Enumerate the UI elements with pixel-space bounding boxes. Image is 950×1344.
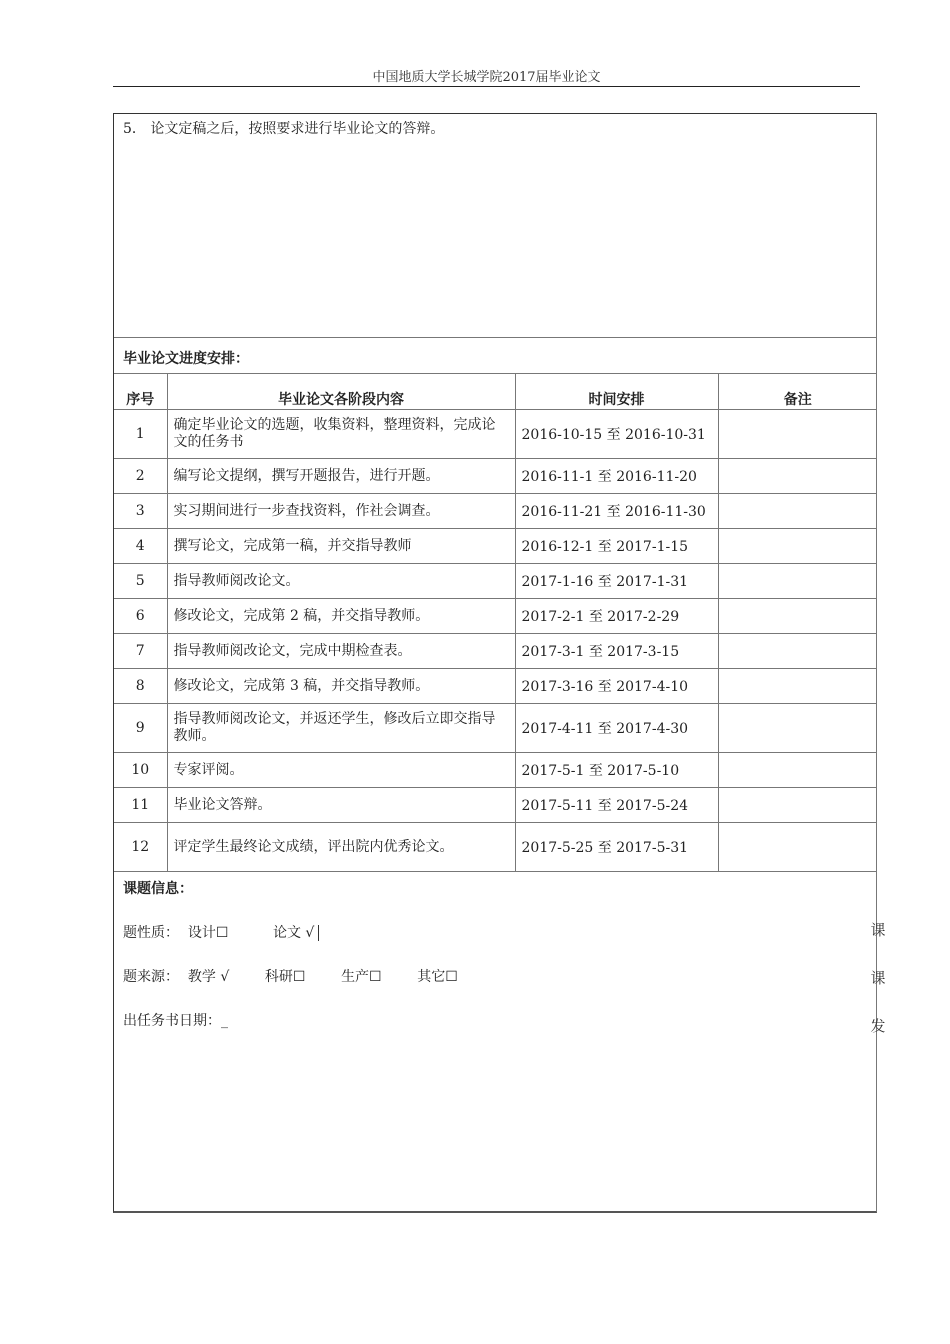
row-content: 毕业论文答辩。	[167, 788, 515, 823]
row-time: 2017-5-11 至 2017-5-24	[515, 788, 718, 823]
row-time: 2017-4-11 至 2017-4-30	[515, 704, 718, 753]
row-time: 2017-3-16 至 2017-4-10	[515, 669, 718, 704]
row-note	[718, 634, 877, 669]
row-content: 评定学生最终论文成绩，评出院内优秀论文。	[167, 823, 515, 872]
row-content: 修改论文，完成第 2 稿，并交指导教师。	[167, 599, 515, 634]
col-header-index: 序号	[114, 374, 167, 410]
table-row	[114, 823, 877, 872]
topic-source-label: 题来源：	[123, 969, 179, 985]
source-option-other[interactable]: 其它☐	[417, 969, 458, 985]
row-note	[718, 459, 877, 494]
row-index: 11	[114, 788, 167, 823]
source-option-production[interactable]: 生产☐	[341, 969, 382, 985]
source-option-teaching[interactable]: 教学 √	[187, 969, 230, 985]
row-time: 2016-10-15 至 2016-10-31	[515, 410, 718, 459]
row-index: 9	[114, 704, 167, 753]
row-time: 2017-1-16 至 2017-1-31	[515, 564, 718, 599]
table-row	[114, 634, 877, 669]
task-date-label: 出任务书日期：	[123, 1013, 221, 1029]
table-row	[114, 459, 877, 494]
row-content: 撰写论文，完成第一稿，并交指导教师	[167, 529, 515, 564]
row-index: 4	[114, 529, 167, 564]
page-header: 中国地质大学长城学院2017届毕业论文	[372, 70, 601, 85]
table-row	[114, 564, 877, 599]
row-time: 2017-5-25 至 2017-5-31	[515, 823, 718, 872]
row-content: 指导教师阅改论文。	[167, 564, 515, 599]
row-index: 5	[114, 564, 167, 599]
side-char: 课	[870, 921, 886, 939]
row-note	[718, 704, 877, 753]
row-index: 8	[114, 669, 167, 704]
row-content: 指导教师阅改论文，完成中期检查表。	[167, 634, 515, 669]
task-form-table	[113, 113, 877, 1213]
topic-info-title: 课题信息：	[123, 881, 193, 897]
row-content: 确定毕业论文的选题，收集资料，整理资料，完成论文的任务书	[167, 410, 515, 459]
row-content: 专家评阅。	[167, 753, 515, 788]
table-row	[114, 410, 877, 459]
topic-source-line	[123, 966, 867, 986]
row-time: 2016-11-1 至 2016-11-20	[515, 459, 718, 494]
text-cursor	[318, 925, 319, 941]
row-note	[718, 564, 877, 599]
schedule-header-row	[114, 374, 877, 410]
table-row	[114, 704, 877, 753]
table-row	[114, 669, 877, 704]
row-index: 12	[114, 823, 167, 872]
nature-option-design[interactable]: 设计☐	[187, 925, 229, 941]
row-note	[718, 753, 877, 788]
row-time: 2016-12-1 至 2017-1-15	[515, 529, 718, 564]
nature-option-thesis[interactable]: 论文 √	[272, 925, 315, 941]
header-rule	[113, 86, 860, 87]
topic-nature-label: 题性质：	[123, 925, 179, 941]
topic-info-section	[114, 868, 876, 1064]
row-time: 2017-2-1 至 2017-2-29	[515, 599, 718, 634]
row-index: 6	[114, 599, 167, 634]
row-time: 2017-5-1 至 2017-5-10	[515, 753, 718, 788]
row-note	[718, 494, 877, 529]
col-header-time: 时间安排	[515, 374, 718, 410]
row-note	[718, 599, 877, 634]
task-date-line	[123, 1010, 867, 1030]
row-content: 实习期间进行一步查找资料，作社会调查。	[167, 494, 515, 529]
row-note	[718, 669, 877, 704]
row-note	[718, 410, 877, 459]
row-index: 3	[114, 494, 167, 529]
table-row	[114, 529, 877, 564]
row-index: 10	[114, 753, 167, 788]
row-time: 2016-11-21 至 2016-11-30	[515, 494, 718, 529]
row-content: 编写论文提纲，撰写开题报告，进行开题。	[167, 459, 515, 494]
source-option-research[interactable]: 科研☐	[264, 969, 306, 985]
schedule-table	[114, 374, 877, 872]
topic-nature-line	[123, 922, 867, 942]
schedule-title: 毕业论文进度安排：	[114, 338, 876, 374]
row-note	[718, 823, 877, 872]
overflow-side-text	[869, 906, 887, 1050]
side-char: 课	[870, 969, 886, 987]
table-row	[114, 788, 877, 823]
row-note	[718, 788, 877, 823]
row-time: 2017-3-1 至 2017-3-15	[515, 634, 718, 669]
row-index: 2	[114, 459, 167, 494]
row-index: 7	[114, 634, 167, 669]
table-row	[114, 599, 877, 634]
col-header-content: 毕业论文各阶段内容	[167, 374, 515, 410]
table-row	[114, 753, 877, 788]
row-content: 指导教师阅改论文，并返还学生，修改后立即交指导教师。	[167, 704, 515, 753]
col-header-note: 备注	[718, 374, 877, 410]
table-row	[114, 494, 877, 529]
row-content: 修改论文，完成第 3 稿，并交指导教师。	[167, 669, 515, 704]
task-date-value[interactable]: _	[221, 1013, 228, 1029]
row-note	[718, 529, 877, 564]
side-char: 发	[870, 1017, 886, 1035]
row-index: 1	[114, 410, 167, 459]
requirement-item-5: 5． 论文定稿之后，按照要求进行毕业论文的答辩。	[114, 114, 876, 338]
